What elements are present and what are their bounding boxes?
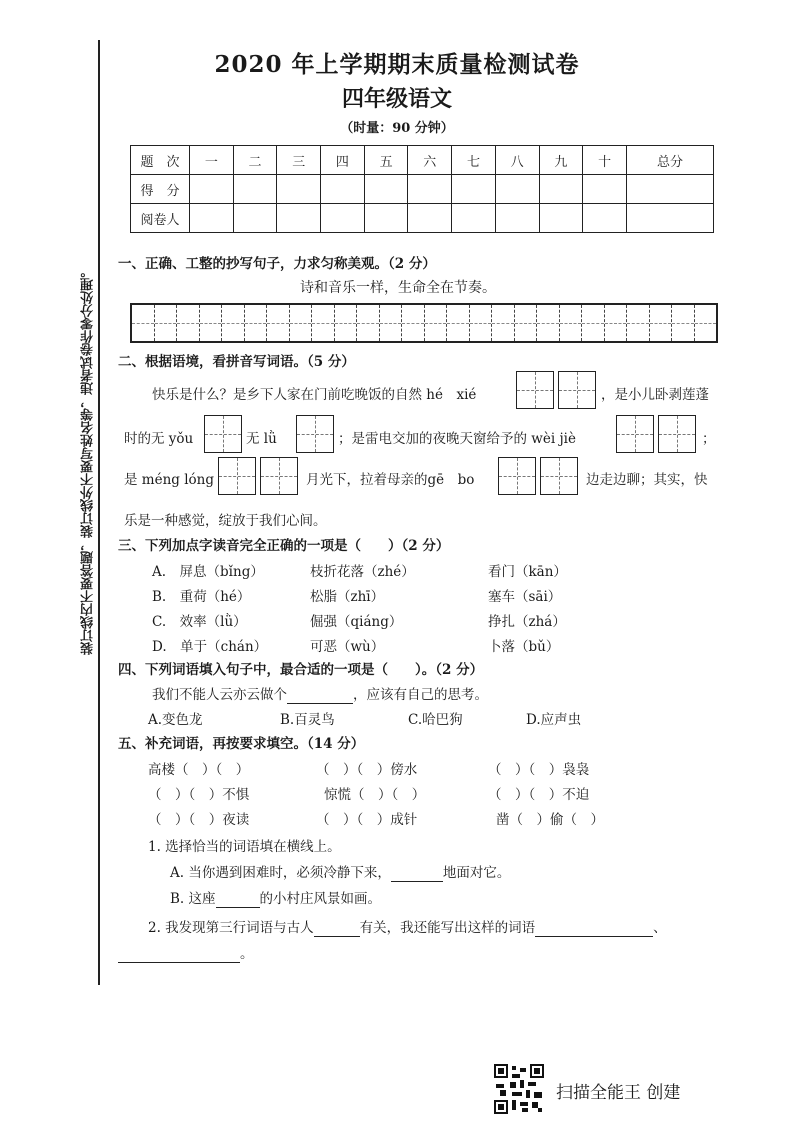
q2-line2d: ； [702,431,716,447]
scanner-watermark: 扫描全能王 创建 [556,1083,681,1103]
grid-cell[interactable] [605,305,628,341]
q4-sentence-a: 我们不能人云亦云做个 [152,687,287,703]
q5-sub2-line2 [118,942,254,963]
grader-cell[interactable] [190,204,234,233]
q2-line4: 乐是一种感觉，绽放于我们心间。 [124,513,327,529]
column-header: 十 [583,146,627,175]
exam-subtitle: 四年级语文 [341,86,452,112]
pinyin-box[interactable] [204,415,242,453]
q4-sentence-b: ，应该有自己的思考。 [353,687,488,703]
binding-notice: 装订线内不要答题，装订线外不要写姓名等，违者试卷作零分处理。 [81,265,96,655]
pinyin-box[interactable] [260,457,298,495]
grid-cell[interactable] [245,305,268,341]
pinyin-box[interactable] [296,415,334,453]
grader-cell[interactable] [627,204,714,233]
score-row [131,175,714,204]
grader-cell[interactable] [321,204,365,233]
grid-cell[interactable] [470,305,493,341]
idiom-blank[interactable]: （ ）（ ）夜读 [148,812,250,828]
q4-blank[interactable] [287,687,353,704]
grader-cell[interactable] [495,204,539,233]
grader-cell[interactable] [539,204,583,233]
copy-grid[interactable] [130,303,718,343]
q5-sub1b [170,887,381,908]
idiom-blank[interactable]: 惊慌（ ）（ ） [324,787,426,803]
q1-heading: 一、正确、工整的抄写句子，力求匀称美观。（2 分） [118,256,436,272]
grader-cell[interactable] [277,204,321,233]
q1-sentence: 诗和音乐一样，生命全在节奏。 [300,280,496,296]
q4-heading: 四、下列词语填入句子中，最合适的一项是（ ）。（2 分） [118,662,484,678]
q5-sub1b-text: B. 这座 [170,891,216,907]
q5-sub2 [148,916,667,937]
grid-cell[interactable] [335,305,358,341]
q4-option-c[interactable]: C.哈巴狗 [408,712,463,728]
q3-option-c[interactable]: C. 效率（lǜ） [152,614,247,630]
q3-heading: 三、下列加点字读音完全正确的一项是（ ）（2 分） [118,538,450,554]
q5-sub2-text-mid: 有关，我还能写出这样的词语 [359,920,536,936]
pinyin-box[interactable] [558,371,596,409]
qr-code-icon [494,1064,544,1114]
score-cell[interactable] [233,175,277,204]
q3-option-a-2: 枝折花落（zhé） [310,564,415,580]
grid-cell[interactable] [492,305,515,341]
idiom-blank[interactable]: （ ）（ ）傍水 [316,762,418,778]
q3-option-d-2: 可恶（wù） [310,639,385,655]
score-cell[interactable] [364,175,408,204]
grader-cell[interactable] [364,204,408,233]
q2-line2c: ；是雷电交加的夜晚天窗给予的 wèi jiè [338,431,576,447]
pinyin-box[interactable] [516,371,554,409]
score-cell[interactable] [277,175,321,204]
pinyin-box[interactable] [616,415,654,453]
grader-row [131,204,714,233]
grid-cell[interactable] [267,305,290,341]
q2-line1a: 快乐是什么？是乡下人家在门前吃晚饭的自然 hé xié [152,387,477,403]
q5-sub1a [170,861,510,882]
q4-sentence [152,683,488,704]
grader-cell[interactable] [408,204,452,233]
grid-cell[interactable] [627,305,650,341]
q2-heading: 二、根据语境，看拼音写词语。（5 分） [118,354,355,370]
idiom-blank[interactable]: （ ）（ ）不迫 [488,787,590,803]
grid-cell[interactable] [380,305,403,341]
pinyin-box[interactable] [540,457,578,495]
score-cell[interactable] [408,175,452,204]
score-cell[interactable] [627,175,714,204]
q2-line3a: 是 méng lóng [124,472,214,488]
grid-cell[interactable] [650,305,673,341]
pinyin-box[interactable] [498,457,536,495]
q5-sub2-text: 2. 我发现第三行词语与古人 [148,920,314,936]
grid-cell[interactable] [312,305,335,341]
q5-sub2-blank[interactable] [314,920,360,937]
score-cell[interactable] [321,175,365,204]
q2-line2a: 时的无 yǒu [124,431,194,447]
grid-cell[interactable] [425,305,448,341]
grader-cell[interactable] [452,204,496,233]
q5-sub2-separator: 、 [653,920,667,936]
column-header: 三 [277,146,321,175]
score-cell[interactable] [583,175,627,204]
grid-cell[interactable] [155,305,178,341]
score-cell[interactable] [495,175,539,204]
column-header: 八 [495,146,539,175]
column-header: 五 [364,146,408,175]
score-cell[interactable] [539,175,583,204]
row-label: 得 分 [131,175,190,204]
q2-line3b: 月光下，拉着母亲的gē bo [306,472,475,488]
column-header: 一 [190,146,234,175]
grid-cell[interactable] [582,305,605,341]
q5-sub1a-text-end: 地面对它。 [442,865,511,881]
grid-cell[interactable] [515,305,538,341]
column-header: 四 [321,146,365,175]
grid-cell[interactable] [200,305,223,341]
q5-sub2-answer-blank-2[interactable] [118,946,240,963]
grid-cell[interactable] [222,305,245,341]
q3-option-b-2: 松脂（zhī） [310,589,385,605]
row-label: 阅卷人 [131,204,190,233]
grid-cell[interactable] [560,305,583,341]
q5-sub1: 1. 选择恰当的词语填在横线上。 [148,839,341,855]
column-header: 七 [452,146,496,175]
q2-line3c: 边走边聊；其实，快 [586,472,708,488]
idiom-blank[interactable]: 凿（ ）偷（ ） [496,812,604,828]
q3-option-b[interactable]: B. 重荷（hé） [152,589,251,605]
grid-cell[interactable] [402,305,425,341]
grader-cell[interactable] [233,204,277,233]
grid-cell[interactable] [695,305,717,341]
q5-heading: 五、补充词语，再按要求填空。（14 分） [118,736,365,752]
grid-cell[interactable] [132,305,155,341]
q5-sub1a-text: A. 当你遇到困难时，必须冷静下来， [170,865,391,881]
score-table [130,145,714,233]
idiom-blank[interactable]: （ ）（ ）成针 [316,812,418,828]
q2-line1b: ，是小儿卧剥莲蓬 [601,387,709,403]
grader-cell[interactable] [583,204,627,233]
column-header: 二 [233,146,277,175]
q3-option-a-3: 看门（kān） [488,564,567,580]
q3-option-a[interactable]: A. 屏息（bǐng） [152,564,264,580]
q3-option-b-3: 塞车（sāi） [488,589,562,605]
q3-option-d[interactable]: D. 单于（chán） [152,639,268,655]
column-header: 总分 [627,146,714,175]
idiom-blank[interactable]: 高楼（ ）（ ） [148,762,250,778]
idiom-blank[interactable]: （ ）（ ）不惧 [148,787,250,803]
q3-option-d-3: 卜落（bǔ） [488,639,560,655]
score-cell[interactable] [452,175,496,204]
row-label: 题 次 [131,146,190,175]
grid-cell[interactable] [177,305,200,341]
idiom-blank[interactable]: （ ）（ ）袅袅 [488,762,590,778]
column-header: 六 [408,146,452,175]
score-cell[interactable] [190,175,234,204]
q5-sub1a-blank[interactable] [391,865,443,882]
score-row-header [131,146,714,175]
q4-option-d[interactable]: D.应声虫 [526,712,582,728]
pinyin-box[interactable] [218,457,256,495]
grid-cell[interactable] [537,305,560,341]
q5-sub1b-text-end: 的小村庄风景如画。 [259,891,382,907]
exam-timing: （时量：90 分钟） [340,121,454,136]
q4-option-b[interactable]: B.百灵鸟 [280,712,335,728]
pinyin-box[interactable] [658,415,696,453]
grid-cell[interactable] [290,305,313,341]
grid-cell[interactable] [357,305,380,341]
column-header: 九 [539,146,583,175]
grid-cell[interactable] [447,305,470,341]
q2-line2b: 无 lǜ [246,431,277,447]
q3-option-c-3: 挣扎（zhá） [488,614,566,630]
exam-title: 2020 年上学期期末质量检测试卷 [214,51,580,78]
q4-option-a[interactable]: A.变色龙 [148,712,203,728]
q5-sub2-period: 。 [240,946,254,962]
q5-sub2-answer-blank[interactable] [535,920,653,937]
q3-option-c-2: 倔强（qiáng） [310,614,403,630]
q5-sub1b-blank[interactable] [216,891,260,908]
grid-cell[interactable] [672,305,695,341]
